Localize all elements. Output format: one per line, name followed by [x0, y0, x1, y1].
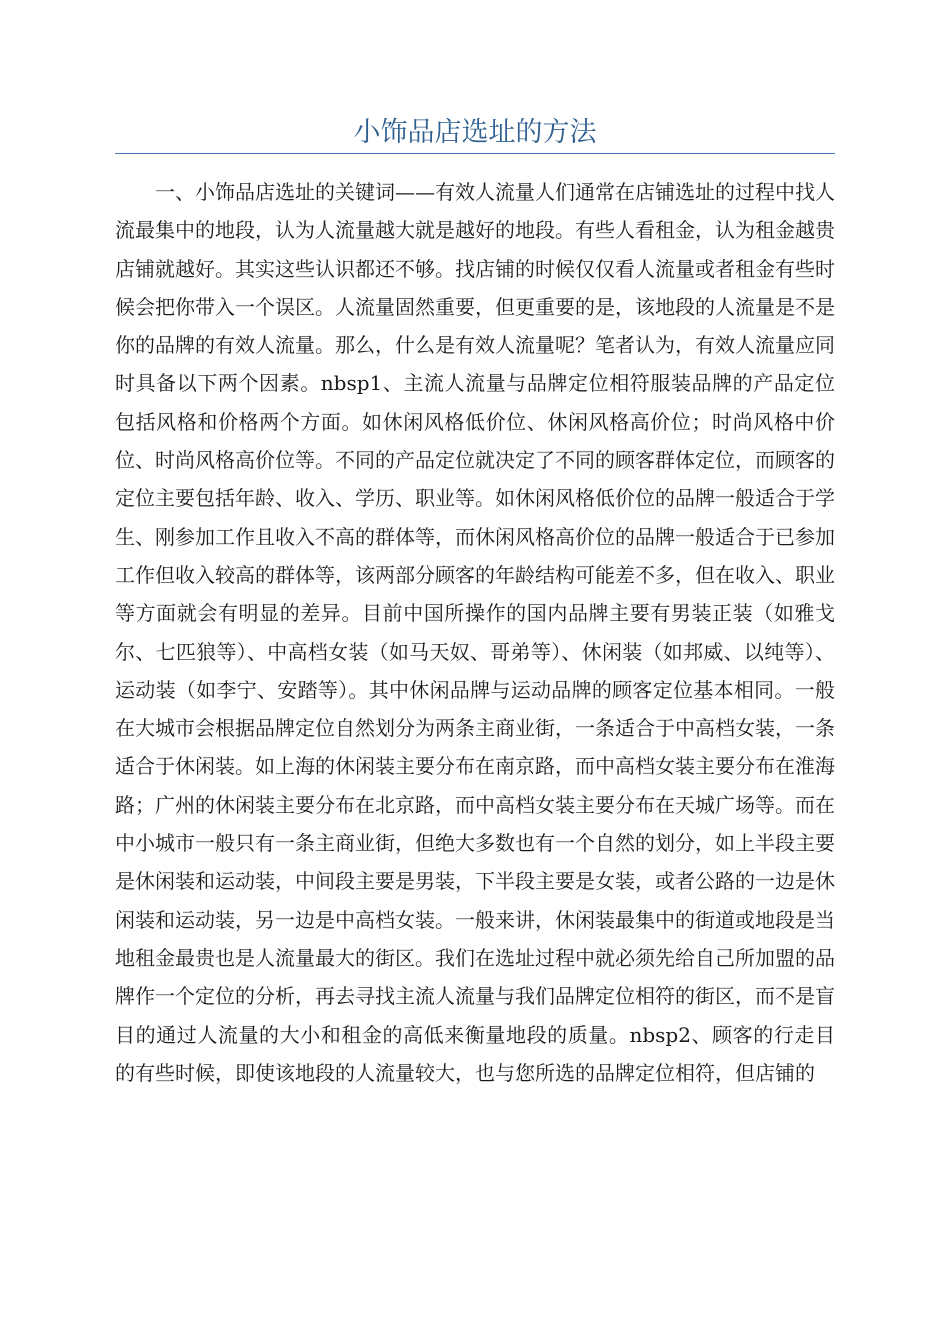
body-paragraph: 一、小饰品店选址的关键词——有效人流量人们通常在店铺选址的过程中找人流最集中的地段，认为人流量越大就是越好的地段。有些人看租金，认为租金越贵店铺就越好。其实这些认识都还不够。找店铺的时候仅仅看人流量或者租金有些时候会把你带入一个误区。人流量固然重要，但更重要的是，该地段的人流量是不是你的品牌的有效人流量。那么，什么是有效人流量呢？笔者认为，有效人流量应同时具备以下两个因素。nbsp1、主流人流量与品牌定位相符服装品牌的产品定位包括风格和价格两个方面。如休闲风格低价位、休闲风格高价位；时尚风格中价位、时尚风格高价位等。不同的产品定位就决定了不同的顾客群体定位，而顾客的定位主要包括年龄、收入、学历、职业等。如休闲风格低价位的品牌一般适合于学生、刚参加工作且收入不高的群体等，而休闲风格高价位的品牌一般适合于已参加工作但收入较高的群体等，该两部分顾客的年龄结构可能差不多，但在收入、职业等方面就会有明显的差异。目前中国所操作的国内品牌主要有男装正装（如雅戈尔、七匹狼等）、中高档女装（如马天奴、哥弟等）、休闲装（如邦威、以纯等）、运动装（如李宁、安踏等）。其中休闲品牌与运动品牌的顾客定位基本相同。一般在大城市会根据品牌定位自然划分为两条主商业街，一条适合于中高档女装，一条适合于休闲装。如上海的休闲装主要分布在南京路，而中高档女装主要分布在淮海路；广州的休闲装主要分布在北京路，而中高档女装主要分布在天城广场等。而在中小城市一般只有一条主商业街，但绝大多数也有一个自然的划分，如上半段主要是休闲装和运动装，中间段主要是男装，下半段主要是女装，或者公路的一边是休闲装和运动装，另一边是中高档女装。一般来讲，休闲装最集中的街道或地段是当地租金最贵也是人流量最大的街区。我们在选址过程中就必须先给自己所加盟的品牌作一个定位的分析，再去寻找主流人流量与我们品牌定位相符的街区，而不是盲目的通过人流量的大小和租金的高低来衡量地段的质量。nbsp2、顾客的行走目的有些时候，即使该地段的人流量较大，也与您所选的品牌定位相符，但店铺的	[115, 180, 835, 1085]
title-underline	[115, 153, 835, 154]
document-title: 小饰品店选址的方法	[353, 117, 597, 148]
